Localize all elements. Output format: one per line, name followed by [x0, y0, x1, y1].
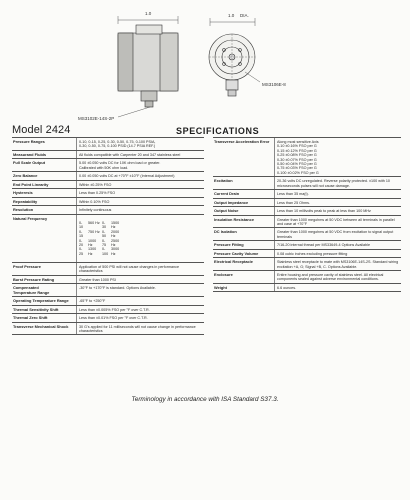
spec-row [12, 197, 204, 206]
spec-label: Full Scale Output [13, 160, 45, 166]
spec-row [12, 188, 204, 197]
spec-value: Stainless steel receptacle to mate with MS3106E-14S-2S. Standard wiring excitation +A, G; Signal +B, C. Options Available. [274, 258, 401, 270]
spec-label: Pressure Ranges [13, 139, 45, 144]
spec-value: -65°F to +250°F [76, 297, 204, 305]
spec-heading: SPECIFICATIONS [176, 126, 260, 136]
spec-row [12, 283, 204, 296]
footer-note: Terminology in accordance with ISA Standard S37.3. [131, 396, 279, 403]
spec-row [12, 137, 204, 150]
spec-label: End Point Linearity [13, 181, 49, 187]
right-spec-table [213, 137, 401, 292]
spec-label: Resolution [13, 207, 34, 213]
spec-label: Thermal Sensitivity Shift [13, 306, 59, 312]
spec-label: DC Isolation [214, 229, 237, 235]
freq-cell: 2000 Hz [111, 229, 120, 239]
freq-cell: 1500 Hz [111, 221, 120, 230]
spec-value: 20-36 volts DC unregulated. Reverse polarity protected. ±100 with 10 microseconds pulses will not cause damage. [274, 177, 401, 189]
natural-frequency-table [76, 215, 204, 262]
freq-cell: 0-25 [79, 247, 84, 256]
spec-label: Electrical Receptacle [214, 259, 253, 265]
spec-value: 0.08 cubic inches excluding pressure fitting [274, 250, 401, 258]
spec-label: Output Impedance [214, 199, 249, 205]
model-title: Model 2424 [12, 124, 71, 136]
spec-row [12, 322, 204, 336]
spec-value: All fluids compatible with Carpenter 20 and 347 stainless steel [76, 151, 204, 159]
spec-label: Proof Pressure [13, 263, 41, 269]
spec-row [12, 158, 204, 171]
dim-right-width: 1.0 [228, 13, 235, 18]
spec-value: Application of 500 PSI will not cause changes in performance characteristics [76, 263, 204, 275]
freq-cell: 0-75 [102, 238, 107, 248]
spec-row [213, 215, 401, 228]
freq-cell: 0-10 [79, 221, 84, 230]
wire-right-label: MS3106E-8 [262, 82, 286, 87]
spec-value: Less than 35 ma(t). [274, 190, 401, 198]
freq-cell: 2500 Hz [111, 238, 120, 248]
end-view [209, 18, 260, 96]
spec-label: Excitation [214, 178, 233, 184]
left-spec-table [12, 137, 204, 335]
spec-label: Thermal Zero Shift [13, 315, 48, 320]
spec-value: Less than ±0.01% FSO per °F over C.T.R. [76, 314, 204, 322]
side-view [118, 16, 178, 117]
freq-cell: 0-50 [102, 229, 107, 239]
spec-row [213, 257, 401, 270]
freq-cell: 1300 Hz [88, 247, 97, 256]
spec-row [213, 227, 401, 240]
spec-row [213, 198, 401, 207]
spec-label: Measurand Fluids [13, 151, 47, 157]
spec-label: Repeatability [13, 198, 38, 204]
spec-value: Greater than 1000 megohms at 50 VDC between all terminals in parallel and case at +70°F [274, 216, 401, 228]
spec-row [12, 205, 204, 214]
spec-value: 5.00 ±0.050 volts DC for 10K ohm load or greater. Calibrated with 50K ohm load. [76, 159, 204, 171]
spec-value: Less than 10 millivolts peak to peak at less than 100 MHz [274, 207, 401, 215]
spec-label: Pressure Cavity Volume [214, 250, 259, 256]
spec-label: Compensated Temperature Range [13, 285, 50, 295]
spec-value: Greater than 1000 PSI [76, 276, 204, 284]
spec-label: Insulation Resistance [214, 216, 254, 222]
freq-cell: 0-20 [79, 238, 84, 248]
spec-label: Operating Temperature Range [13, 298, 69, 303]
freq-cell: 0-100 [102, 247, 109, 256]
spec-row [12, 313, 204, 322]
spec-label: Pressure Fitting [214, 242, 244, 248]
spec-row [12, 305, 204, 314]
spec-row [213, 270, 401, 283]
spec-value: Infinitely continuous [76, 206, 204, 214]
spec-row [12, 171, 204, 180]
spec-value: Within ±0.25% FSO [76, 181, 204, 189]
spec-value: Within 0.10% FSO [76, 198, 204, 206]
spec-row [213, 249, 401, 258]
spec-label: Natural Frequency [13, 215, 48, 221]
spec-value: 0.00 ±0.050 volts DC at +70°F ±10°F (Internal Adjustment) [76, 172, 204, 180]
spec-value: 7/16-20 internal thread per MS33649-4 Options Available [274, 241, 401, 249]
spec-label: Enclosure [214, 272, 233, 277]
spec-value: Greater than 1000 megohms at 50 VDC from excitation to signal output terminals [274, 228, 401, 240]
spec-row [12, 296, 204, 305]
spec-value: Less than 25 Ohms. [274, 199, 401, 207]
wire-left-label: MS3102E-14S-2P [78, 116, 115, 121]
spec-label: Transverse Mechanical Shock [13, 323, 69, 329]
spec-row [12, 180, 204, 189]
spec-label: Burst Pressure Rating [13, 276, 55, 282]
spec-value: -30°F to +170°F is standard. Options Available. [76, 284, 204, 296]
spec-row [213, 189, 401, 198]
spec-label: Current Drain [214, 191, 240, 197]
spec-row [213, 240, 401, 249]
spec-row [12, 275, 204, 284]
freq-cell: 0-15 [79, 229, 84, 239]
spec-label: Transverse Acceleration Error [214, 139, 270, 144]
spec-value: 0-10, 0-15, 0-25, 0-30, 0-50, 0-75, 0-100 PSIA, 0-30, 0-50, 0-75, 0-100 PSID (14.7 PSIA REF.) [76, 138, 204, 150]
spec-value: 30 G's applied for 11 milliseconds will not cause change in performance characteristics [76, 323, 204, 335]
spec-value: Entire housing and pressure cavity of stainless steel. All electrical components sealed against adverse environmental conditions. [274, 271, 401, 283]
spec-value: Less than 0.25% FSO [76, 189, 204, 197]
spec-value: 6.6 ounces. [274, 284, 401, 292]
freq-cell: 1000 Hz [88, 238, 97, 248]
spec-label: Hysteresis [13, 190, 33, 196]
spec-value: Less than ±0.005% FSO per °F over C.T.R. [76, 306, 204, 314]
spec-row [213, 283, 401, 293]
spec-row [213, 206, 401, 215]
dim-right-dia: DIA. [240, 13, 249, 18]
spec-value: Along most sensitive Axis 0-10 ±0.16% FSO per G 0-15 ±0.12% FSO per G 0-25 ±0.08% FSO per G 0-30 ±0.07% FSO per G 0-50 ±0.04% FSO per G 0-75 ±0.03% FSO per G 0-100 ±0.02% FSO per G [274, 138, 401, 176]
freq-cell: 3000 Hz [111, 247, 120, 256]
spec-row [213, 137, 401, 176]
spec-row [12, 214, 204, 262]
spec-row [12, 150, 204, 159]
spec-row [213, 176, 401, 189]
transducer-drawing [0, 0, 410, 135]
spec-row [12, 262, 204, 275]
freq-cell: 560 Hz [88, 221, 100, 226]
spec-label: Weight [214, 284, 227, 290]
dim-top-width: 1.0 [145, 11, 152, 16]
freq-cell: 750 Hz [88, 229, 100, 234]
freq-cell: 0-30 [102, 221, 107, 230]
spec-label: Output Noise [214, 208, 239, 214]
spec-label: Zero Balance [13, 173, 38, 179]
